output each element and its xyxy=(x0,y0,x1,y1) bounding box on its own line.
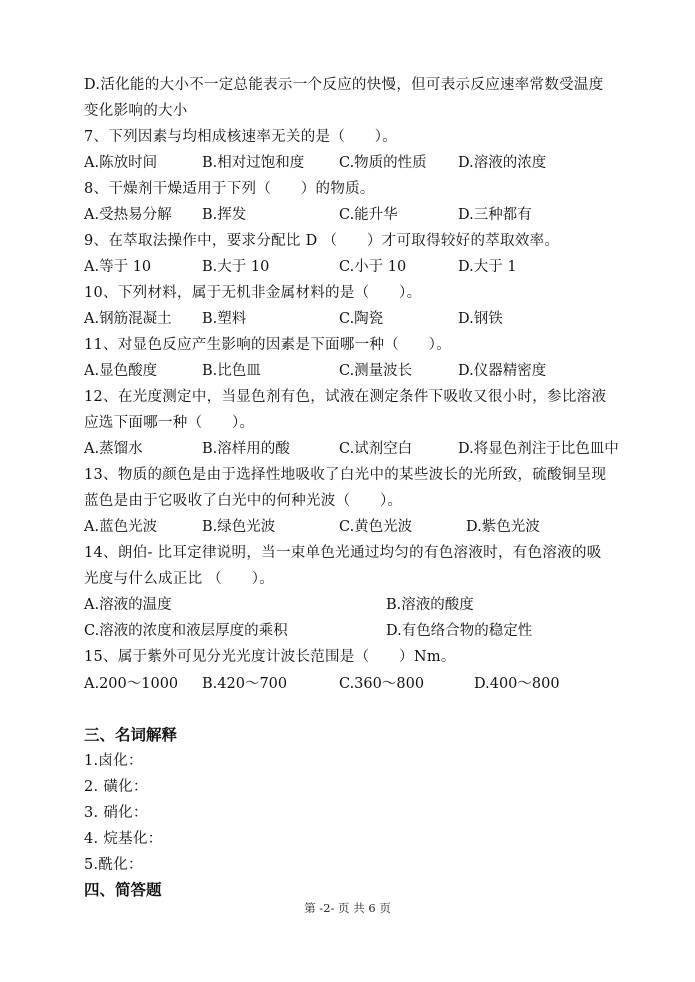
question-14-stem-line1: 14、朗伯- 比耳定律说明，当一束单色光通过均匀的有色溶液时，有色溶液的吸 xyxy=(84,545,602,561)
question-9-option-d: D.大于 1 xyxy=(458,259,517,275)
section-3-title: 三、名词解释 xyxy=(84,726,178,744)
question-11-option-a: A.显色酸度 xyxy=(84,363,158,379)
question-8-stem: 8、干燥剂干燥适用于下列（ ）的物质。 xyxy=(84,181,375,197)
question-9-option-c: C.小于 10 xyxy=(339,259,407,275)
question-13-option-c: C.黄色光波 xyxy=(339,519,413,535)
question-9-option-a: A.等于 10 xyxy=(84,259,152,275)
question-10-option-a: A.钢筋混凝土 xyxy=(84,311,172,327)
question-12-stem-line2: 应选下面哪一种（ ）。 xyxy=(84,415,255,431)
question-14-option-b: B.溶液的酸度 xyxy=(386,597,474,613)
question-11-option-b: B.比色皿 xyxy=(202,363,261,379)
question-14-option-c: C.溶液的浓度和液层厚度的乘积 xyxy=(84,623,288,639)
question-15-stem: 15、属于紫外可见分光光度计波长范围是（ ）Nm。 xyxy=(84,649,456,665)
question-10-option-c: C.陶瓷 xyxy=(339,311,384,327)
question-10-option-d: D.钢铁 xyxy=(458,311,503,327)
question-14-option-a: A.溶液的温度 xyxy=(84,597,172,613)
question-7-option-d: D.溶液的浓度 xyxy=(458,155,547,171)
question-15-option-b: B.420～700 xyxy=(202,676,288,692)
term-item-2: 2. 磺化： xyxy=(84,779,148,795)
question-9-stem: 9、在萃取法操作中，要求分配比 D （ ）才可取得较好的萃取效率。 xyxy=(84,233,560,249)
question-6-option-d-line1: D.活化能的大小不一定总能表示一个反应的快慢，但可表示反应速率常数受温度 xyxy=(84,77,604,93)
question-13-option-d: D.紫色光波 xyxy=(466,519,540,535)
question-8-option-d: D.三种都有 xyxy=(458,207,532,223)
question-7-option-c: C.物质的性质 xyxy=(339,155,427,171)
question-13-option-a: A.蓝色光波 xyxy=(84,519,158,535)
question-14-stem-line2: 光度与什么成正比 （ ）。 xyxy=(84,571,275,587)
question-12-option-b: B.溶样用的酸 xyxy=(202,441,290,457)
question-12-stem-line1: 12、在光度测定中，当显色剂有色，试液在测定条件下吸收又很小时，参比溶液 xyxy=(84,389,607,405)
question-13-option-b: B.绿色光波 xyxy=(202,519,276,535)
question-11-option-d: D.仪器精密度 xyxy=(458,363,547,379)
question-10-option-b: B.塑料 xyxy=(202,311,247,327)
question-12-option-d: D.将显色剂注于比色皿中 xyxy=(458,441,619,457)
question-7-stem: 7、下列因素与均相成核速率无关的是（ ）。 xyxy=(84,129,398,145)
page-footer: 第 -2- 页 共 6 页 xyxy=(304,901,391,915)
question-10-stem: 10、下列材料，属于无机非金属材料的是（ ）。 xyxy=(84,285,422,301)
question-11-stem: 11、对显色反应产生影响的因素是下面哪一种（ ）。 xyxy=(84,337,451,353)
question-6-option-d-line2: 变化影响的大小 xyxy=(84,103,188,119)
question-7-option-a: A.陈放时间 xyxy=(84,155,158,171)
term-item-3: 3. 硝化： xyxy=(84,805,148,821)
question-8-option-b: B.挥发 xyxy=(202,207,247,223)
term-item-5: 5.酰化： xyxy=(84,857,143,873)
question-9-option-b: B.大于 10 xyxy=(202,259,270,275)
question-12-option-c: C.试剂空白 xyxy=(339,441,413,457)
question-15-option-a: A.200～1000 xyxy=(84,676,179,692)
question-7-option-b: B.相对过饱和度 xyxy=(202,155,305,171)
term-item-1: 1.卤化： xyxy=(84,753,143,769)
question-11-option-c: C.测量波长 xyxy=(339,363,413,379)
question-15-option-d: D.400～800 xyxy=(474,676,560,692)
question-13-stem-line2: 蓝色是由于它吸收了白光中的何种光波（ ）。 xyxy=(84,493,403,509)
question-8-option-a: A.受热易分解 xyxy=(84,207,172,223)
term-item-4: 4. 烷基化： xyxy=(84,831,163,847)
question-13-stem-line1: 13、物质的颜色是由于选择性地吸收了白光中的某些波长的光所致，硫酸铜呈现 xyxy=(84,467,607,483)
question-12-option-a: A.蒸馏水 xyxy=(84,441,143,457)
section-4-title: 四、简答题 xyxy=(84,881,162,899)
question-14-option-d: D.有色络合物的稳定性 xyxy=(386,623,533,639)
question-8-option-c: C.能升华 xyxy=(339,207,398,223)
question-15-option-c: C.360～800 xyxy=(339,676,425,692)
